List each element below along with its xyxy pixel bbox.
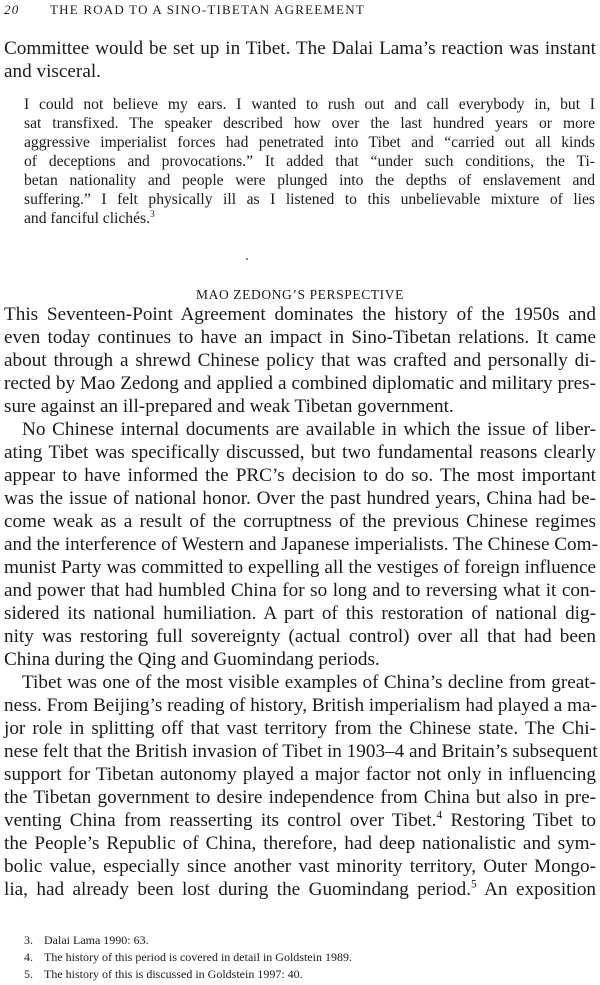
section-heading: MAO ZEDONG’S PERSPECTIVE — [196, 287, 404, 302]
text-line: sidered its national humiliation. A part of this restoration of national dig- — [4, 603, 596, 624]
running-head — [4, 2, 596, 20]
quote-line: of deceptions and provocations.” It added that “under such conditions, the Ti- — [24, 153, 595, 170]
text-line: come weak as a result of the corruptness of the previous Chinese regimes — [4, 511, 596, 532]
footnote-ref[interactable]: 3 — [150, 209, 155, 220]
footnote: 4. The history of this period is covered in detail in Goldstein 1989. — [24, 950, 352, 964]
stray-mark — [246, 258, 248, 260]
text-line: and power that had humbled China for so long and to reversing what it con- — [4, 580, 596, 601]
text-line: even today continues to have an impact in Sino-Tibetan relations. It came — [4, 327, 596, 348]
text-line: about through a shrewd Chinese policy that was crafted and personally di- — [4, 350, 596, 371]
text-line: ness. From Beijing’s reading of history, British imperialism had played a ma- — [4, 695, 597, 716]
text-line: nese felt that the British invasion of Tibet in 1903–4 and Britain’s subsequent — [4, 741, 598, 762]
text-line: jor role in splitting off that vast territory from the Chinese state. The Chi- — [4, 718, 596, 739]
text-line: and visceral. — [4, 61, 101, 82]
text-line: nity was restoring full sovereignty (actual control) over all that had been — [4, 626, 596, 647]
quote-line: suffering.” I felt physically ill as I listened to this unbelievable mixture of lies — [24, 191, 595, 208]
footnote: 3. Dalai Lama 1990: 63. — [24, 933, 149, 947]
text-line: Tibet was one of the most visible examples of China’s decline from great- — [22, 672, 596, 693]
quote-line: sat transfixed. The speaker described how over the last hundred years or more — [24, 115, 595, 132]
quote-line: I could not believe my ears. I wanted to rush out and call everybody in, but I — [24, 96, 595, 113]
running-head-title: THE ROAD TO A SINO-TIBETAN AGREEMENT — [50, 2, 366, 17]
text-line: sure against an ill-prepared and weak Tibetan government. — [4, 396, 454, 417]
text-line: munist Party was committed to expelling all the vestiges of foreign influence — [4, 557, 596, 578]
text-line: China during the Qing and Guomindang periods. — [4, 649, 380, 670]
quote-line: aggressive imperialist forces had penetrated into Tibet and “carried out all kinds — [24, 134, 595, 151]
quote-line: betan nationality and people were plunged into the depths of enslavement and — [24, 172, 595, 189]
text-line: and the interference of Western and Japanese imperialists. The Chinese Com- — [4, 534, 598, 555]
text-line: the Tibetan government to desire independence from China but also in pre- — [4, 787, 596, 808]
footnote: 5. The history of this is discussed in Goldstein 1997: 40. — [24, 967, 303, 981]
text-line: was the issue of national honor. Over the past hundred years, China had be- — [4, 488, 596, 509]
quote-line: and fanciful clichés.$^3$ — [24, 209, 155, 227]
text-line: ating Tibet was specifically discussed, but two fundamental reasons clearly — [4, 442, 596, 463]
text-line: This Seventeen-Point Agreement dominates the history of the 1950s and — [4, 304, 596, 325]
footnote-ref[interactable]: 4 — [436, 809, 443, 822]
text-line: support for Tibetan autonomy played a major factor not only in influencing — [4, 764, 596, 785]
text-line: Committee would be set up in Tibet. The Dalai Lama’s reaction was instant — [4, 38, 596, 59]
text-line: rected by Mao Zedong and applied a combined diplomatic and military pres- — [4, 373, 596, 394]
text-line: No Chinese internal documents are available in which the issue of liber- — [22, 419, 596, 440]
footnote-ref[interactable]: 5 — [471, 878, 477, 891]
text-line: appear to have informed the PRC’s decision to do so. The most important — [4, 465, 596, 486]
page-number: 20 — [4, 2, 20, 17]
text-line: the People’s Republic of China, therefore, had deep nationalistic and sym- — [4, 833, 596, 854]
text-line: bolic value, especially since another vast minority territory, Outer Mongo- — [4, 856, 596, 877]
text-line: lia, had already been lost during the Guomindang period.$^5$ An exposition — [4, 878, 597, 900]
text-line: venting China from reasserting its control over Tibet.$^4$ Restoring Tibet to — [4, 809, 597, 831]
